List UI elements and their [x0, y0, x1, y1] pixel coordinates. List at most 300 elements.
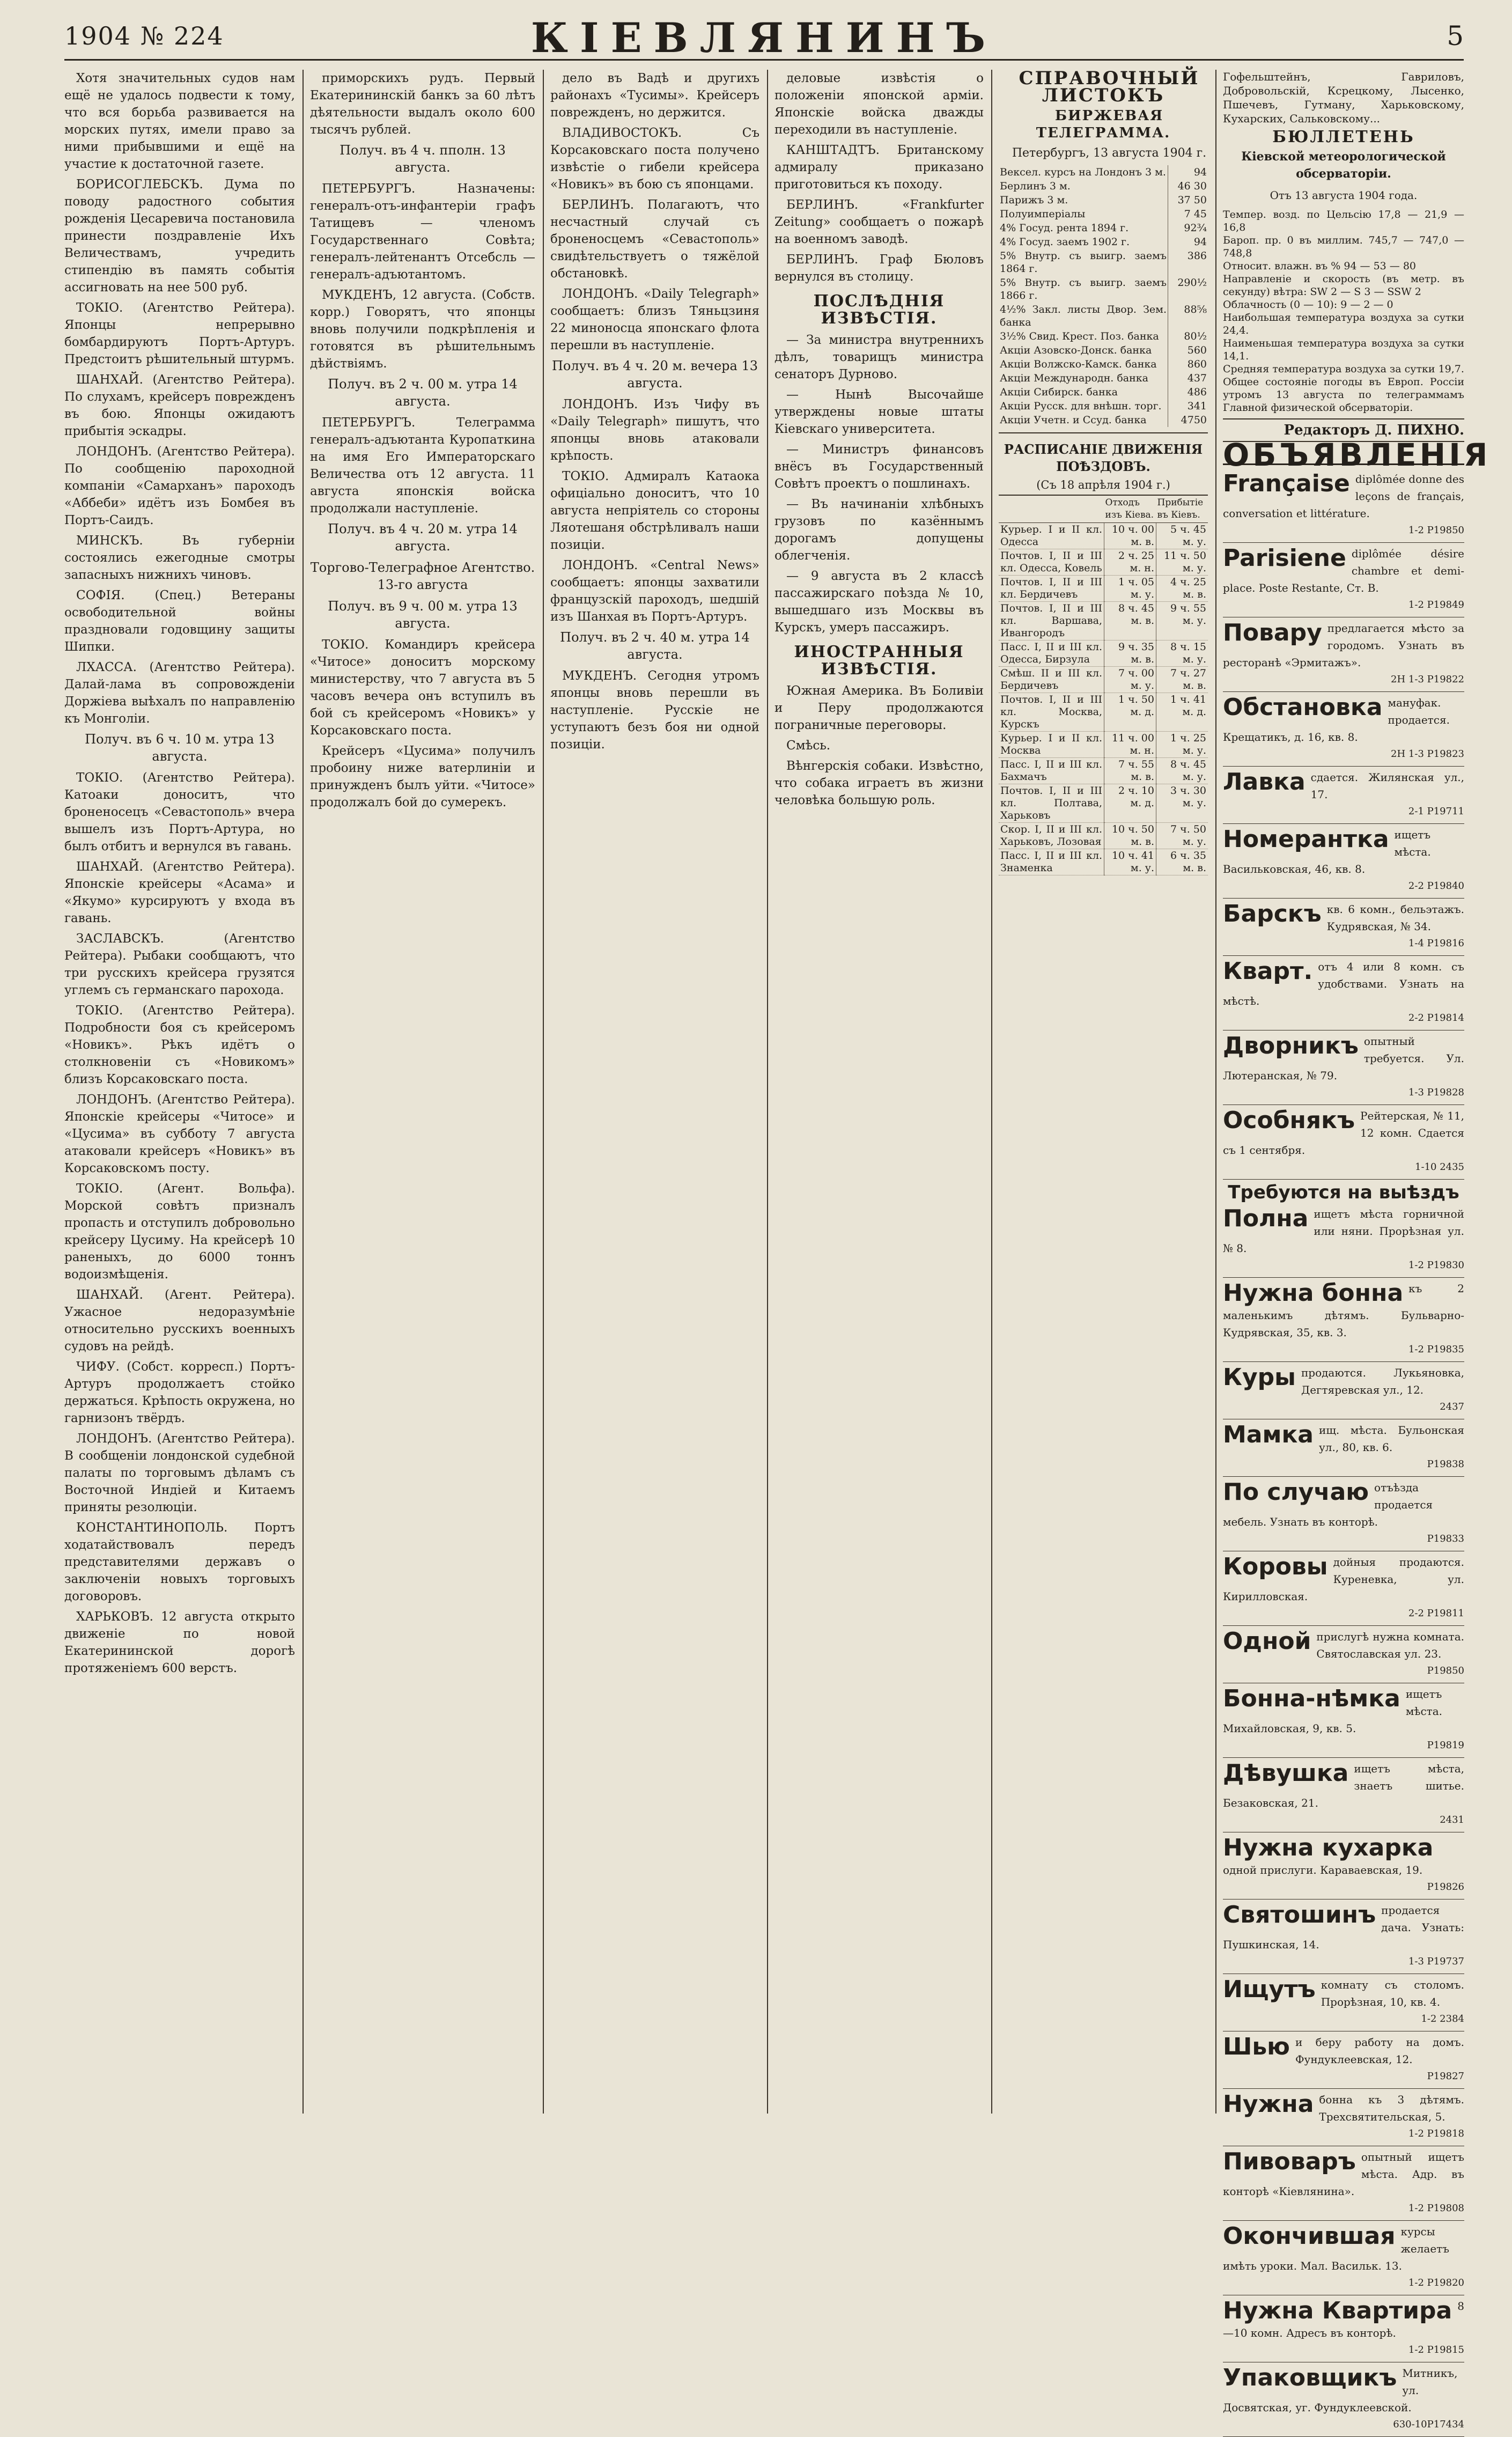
article-paragraph: ПЕТЕРБУРГЪ. Назначены: генералъ-отъ-инфантеріи графъ Татищевъ — членомъ Государственнаго Совѣта; генералъ-лейтенантъ Отсебсль — генералъ-адъютантомъ.: [310, 182, 535, 282]
ad-title: Окончившая: [1223, 2222, 1396, 2250]
divider: [999, 432, 1208, 433]
train-name: Курьер. I и II кл. Москва: [999, 732, 1104, 758]
rate-row: [999, 371, 1208, 385]
ad-reference: P19827: [1427, 2071, 1464, 2082]
column-rule: [543, 70, 544, 2114]
ad-reference: 1-2 P19830: [1408, 1260, 1464, 1271]
ad-body: ищ. мѣста. Бульонская ул., 80, кв. 6.: [1319, 1424, 1464, 1454]
ad-title: Шью: [1223, 2033, 1290, 2060]
ad-reference: 2437: [1440, 1401, 1464, 1412]
section-heading: ПОСЛѢДНІЯ ИЗВѢСТІЯ.: [813, 292, 945, 328]
rate-row: [999, 399, 1208, 413]
bulletin-line: Облачность (0 — 10): 9 — 2 — 0: [1223, 299, 1393, 311]
article-paragraph: ЛОНДОНЪ. «Central News» сообщаетъ: японцы захватили французскій пароходъ, шедшій изъ Шанхая въ Портъ-Артуръ.: [550, 558, 759, 624]
article-paragraph: ТОКІО. (Агентство Рейтера). Подробности боя съ крейсеромъ «Новикъ». Рѣкъ идётъ о столкновеніи съ «Новикомъ» близъ Корсаковскаго поста.: [64, 1004, 295, 1086]
ad-body: сдается. Жилянская ул., 17.: [1310, 771, 1464, 801]
rate-name: 5% Внутр. съ выигр. заемъ 1864 г.: [1000, 250, 1167, 275]
ad-title: Особнякъ: [1223, 1107, 1355, 1134]
classified-ad: [1223, 543, 1464, 617]
ad-reference: 630-10P17434: [1393, 2419, 1464, 2430]
rate-name: Акціи Сибирск. банка: [1000, 386, 1118, 398]
classified-ad: [1223, 899, 1464, 956]
rate-row: [999, 165, 1208, 179]
train-name: Почтов. I, II и III кл. Бердичевъ: [999, 576, 1104, 602]
rate-value: 46 30: [1168, 179, 1208, 193]
classified-ad: [1223, 2221, 1464, 2295]
column-2: [310, 70, 535, 2114]
arrival-time: 7 ч. 27 м. в.: [1156, 667, 1208, 693]
rate-row: [999, 276, 1208, 303]
article-paragraph: Южная Америка. Въ Боливіи и Перу продолжаются пограничные переговоры.: [775, 684, 984, 732]
column-rule: [1215, 70, 1216, 2114]
ad-title: Барскъ: [1223, 900, 1322, 927]
schedule-header-row: [999, 495, 1208, 523]
ad-body: курсы желаетъ имѣть уроки. Мал. Васильк. 13.: [1223, 2225, 1449, 2272]
exchange-telegram-title: БИРЖЕВАЯ ТЕЛЕГРАММА.: [1036, 108, 1171, 141]
rate-row: [999, 329, 1208, 343]
bulletin-line: Бароп. пр. 0 въ миллим. 745,7 — 747,0 — 748,8: [1223, 234, 1464, 259]
ad-reference: 2-1 P19711: [1408, 806, 1464, 817]
issue-number: 1904 № 224: [64, 21, 224, 50]
classified-ad: [1223, 1105, 1464, 1180]
ad-title: Кварт.: [1223, 958, 1313, 985]
schedule-row: [999, 640, 1208, 667]
article-paragraph: Вѣнгерскія собаки. Извѣстно, что собака играетъ въ жизни человѣка большую роль.: [775, 759, 984, 807]
article-paragraph: КОНСТАНТИНОПОЛЬ. Портъ ходатайствовалъ передъ представителями державъ о заключеніи новыхъ торговыхъ договоровъ.: [64, 1521, 295, 1603]
rate-row: [999, 207, 1208, 221]
ads-list: [1223, 468, 1464, 1180]
bulletin-intro: Гофельштейнъ, Гавриловъ, Добровольскій, Ксрецкому, Лысенко, Пшечевъ, Гутману, Харьковскому, Кухарских, Сальковскому...: [1223, 70, 1464, 125]
dispatch-timestamp: Получ. въ 4 ч. пполн. 13 августа.: [340, 143, 506, 175]
train-name: Курьер. I и II кл. Одесса: [999, 523, 1104, 549]
article-paragraph: — Въ начинаніи хлѣбныхъ грузовъ по казённымъ дорогамъ допущены облегченія.: [775, 497, 984, 563]
article-paragraph: ЧИФУ. (Собст. корресп.) Портъ-Артуръ продолжаетъ стойко держаться. Крѣпость окружена, но гарнизонъ твёрдъ.: [64, 1360, 295, 1425]
rate-value: 94: [1168, 165, 1208, 179]
train-name: Почтов. I, II и III кл. Полтава, Харьковъ: [999, 784, 1104, 823]
rate-name: Акціи Международн. банка: [1000, 372, 1148, 384]
departure-time: 10 ч. 41 м. у.: [1104, 849, 1156, 875]
classified-ad: [1223, 692, 1464, 767]
column-1: [64, 70, 295, 2114]
rate-name: 4% Госуд. рента 1894 г.: [1000, 222, 1129, 234]
classified-ad: [1223, 1477, 1464, 1551]
rate-name: Вексел. курсъ на Лондонъ 3 м.: [1000, 166, 1166, 178]
rate-value: 560: [1168, 343, 1208, 357]
rate-value: 486: [1168, 385, 1208, 399]
ad-body: продаются. Лукьяновка, Дегтяревская ул., 12.: [1301, 1366, 1464, 1396]
ad-reference: 1-3 P19828: [1408, 1087, 1464, 1098]
classified-ad: [1223, 2295, 1464, 2362]
departure-time: 8 ч. 45 м. в.: [1104, 602, 1156, 640]
ad-body: ищетъ мѣста, знаетъ шитье. Безаковская, 21.: [1223, 1762, 1464, 1809]
article-paragraph: ШАНХАЙ. (Агент. Рейтера). Ужасное недоразумѣніе относительно русскихъ военныхъ судовъ на рейдѣ.: [64, 1288, 295, 1353]
bulletin-line: Общее состояніе погоды въ Европ. Россіи утромъ 13 августа по телеграммамъ Главной физической обсерваторіи.: [1223, 376, 1464, 414]
rate-row: [999, 303, 1208, 329]
article-paragraph: ПЕТЕРБУРГЪ. Телеграмма генералъ-адъютанта Куропаткина на имя Его Императорскаго Величества отъ 12 августа. 11 августа японскія войска продолжали наступленіе.: [310, 416, 535, 516]
classified-ad: [1223, 1683, 1464, 1758]
ads-heading: ОБЪЯВЛЕНІЯ: [1223, 437, 1491, 473]
ad-body: Митникъ, ул. Досвятская, уг. Фундуклеевской.: [1223, 2367, 1458, 2414]
ad-title: Française: [1223, 470, 1350, 497]
schedule-column-header: [999, 495, 1104, 523]
bulletin-date: Отъ 13 августа 1904 года.: [1270, 189, 1418, 202]
ad-body: комнату съ столомъ. Прорѣзная, 10, кв. 4.: [1321, 1978, 1464, 2008]
section-heading: ИНОСТРАННЫЯ ИЗВѢСТІЯ.: [794, 643, 964, 679]
rate-value: 437: [1168, 371, 1208, 385]
article-paragraph: ЛОНДОНЪ. (Агентство Рейтера). По сообщенію пароходной компаніи «Самарханъ» пароходъ «Аббеби» идётъ изъ Бомбея въ Портъ-Саидъ.: [64, 445, 295, 527]
classified-ad: [1223, 468, 1464, 543]
rate-name: Акціи Учетн. и Ссуд. банка: [1000, 414, 1147, 426]
dispatch-timestamp: Получ. въ 6 ч. 10 м. утра 13 августа.: [85, 732, 275, 764]
ad-title: Нужна: [1223, 2090, 1314, 2118]
wanted-heading: Требуются на выѣздъ: [1228, 1182, 1459, 1203]
article-paragraph: БЕРЛИНЪ. Полагаютъ, что несчастный случай съ броненосцемъ «Севастополь» свидѣтельствуетъ о тяжёлой обстановкѣ.: [550, 198, 759, 281]
schedule-column-header: Прибытіе въ Кіевъ.: [1156, 495, 1208, 523]
editor-line: Редакторъ Д. ПИХНО.: [1223, 418, 1464, 442]
ad-title: Повару: [1223, 619, 1322, 646]
rate-value: 80½: [1168, 329, 1208, 343]
arrival-time: 9 ч. 55 м. у.: [1156, 602, 1208, 640]
ad-reference: 2431: [1440, 1814, 1464, 1825]
schedule-column-header: Отходъ изъ Кіева.: [1104, 495, 1156, 523]
dispatch-timestamp: Торгово-Телеграфное Агентство. 13-го августа: [310, 560, 535, 592]
train-name: Скор. I, II и III кл. Харьковъ, Лозовая: [999, 823, 1104, 849]
article-paragraph: КАНШТАДТЪ. Британскому адмиралу приказано приготовиться къ походу.: [775, 143, 984, 192]
dispatch-timestamp: Получ. въ 2 ч. 40 м. утра 14 августа.: [560, 630, 750, 662]
schedule-row: [999, 849, 1208, 875]
ad-reference: 1-2 P19820: [1408, 2277, 1464, 2288]
schedule-row: [999, 823, 1208, 849]
ad-reference: P19833: [1427, 1533, 1464, 1544]
ad-title: Пивоваръ: [1223, 2148, 1356, 2175]
ad-body: опытный требуется. Ул. Лютеранская, № 79.: [1223, 1035, 1464, 1082]
ad-reference: 1-2 P19818: [1408, 2128, 1464, 2139]
article-paragraph: ЛОНДОНЪ. «Daily Telegraph» сообщаетъ: близъ Тяньцзиня 22 миноносца японскаго флота перешли въ наступленіе.: [550, 287, 759, 352]
arrival-time: 3 ч. 30 м. у.: [1156, 784, 1208, 823]
column-4: [775, 70, 984, 2114]
ad-title: Куры: [1223, 1364, 1296, 1391]
article-paragraph: приморскихъ рудъ. Первый Екатерининскій банкъ за 60 лѣтъ дѣятельности выдалъ около 600 тысячъ рублей.: [310, 71, 535, 137]
classified-ad: [1223, 1832, 1464, 1899]
ad-body: предлагается мѣсто за городомъ. Узнать въ ресторанѣ «Эрмитажъ».: [1223, 622, 1464, 669]
arrival-time: 1 ч. 25 м. у.: [1156, 732, 1208, 758]
train-name: Почтов. I, II и III кл. Варшава, Ивангородъ: [999, 602, 1104, 640]
classified-ad: [1223, 1974, 1464, 2031]
ad-title: Дѣвушка: [1223, 1759, 1349, 1787]
rate-value: 341: [1168, 399, 1208, 413]
rate-row: [999, 193, 1208, 207]
rate-name: Берлинъ 3 м.: [1000, 180, 1071, 192]
rate-row: [999, 413, 1208, 427]
rate-value: 92¾: [1168, 221, 1208, 235]
column-3: [550, 70, 759, 2114]
classified-ad: [1223, 1362, 1464, 1419]
article-paragraph: — 9 августа въ 2 классѣ пассажирскаго поѣзда № 10, вышедшаго изъ Москвы въ Курскъ, умеръ пассажиръ.: [775, 569, 984, 635]
departure-time: 2 ч. 10 м. д.: [1104, 784, 1156, 823]
arrival-time: 5 ч. 45 м. у.: [1156, 523, 1208, 549]
rate-row: [999, 385, 1208, 399]
ad-reference: 2Н 1-3 P19822: [1391, 674, 1464, 685]
departure-time: 1 ч. 05 м. у.: [1104, 576, 1156, 602]
ad-body: дойныя продаются. Куреневка, ул. Кирилловская.: [1223, 1556, 1464, 1603]
ad-body: опытный ищетъ мѣста. Адр. въ конторѣ «Кіевлянина».: [1223, 2151, 1464, 2198]
rate-name: Парижъ 3 м.: [1000, 194, 1068, 206]
article-paragraph: ШАНХАЙ. (Агентство Рейтера). По слухамъ, крейсеръ поврежденъ въ бою. Японцы ожидаютъ прибытія эскадры.: [64, 373, 295, 438]
article-paragraph: ШАНХАЙ. (Агентство Рейтера). Японскіе крейсеры «Асама» и «Якумо» курсируютъ у входа въ гавань.: [64, 860, 295, 925]
article-paragraph: ТОКІО. Адмиралъ Катаока офиціально доноситъ, что 10 августа непріятель со стороны Ляотешаня обстрѣливалъ наши позиціи.: [550, 469, 759, 552]
article-paragraph: Крейсеръ «Цусима» получилъ пробоину ниже ватерлиніи и принужденъ былъ уйти. «Читосе» продолжалъ бой до сумерекъ.: [310, 744, 535, 809]
article-paragraph: БОРИСОГЛЕБСКЪ. Дума по поводу радостного события рожденія Цесаревича постановила принести поздравленіе Ихъ Величествамъ, учредить стипендію въ память событія ассигновать на нее 500 руб.: [64, 178, 295, 294]
ad-body: продается дача. Узнать: Пушкинская, 14.: [1223, 1904, 1464, 1951]
rate-value: 860: [1168, 357, 1208, 371]
ad-body: ищетъ мѣста горничной или няни. Прорѣзная ул. № 8.: [1223, 1208, 1464, 1255]
article-paragraph: — За министра внутреннихъ дѣлъ, товарищъ министра сенаторъ Дурново.: [775, 333, 984, 381]
schedule-row: [999, 602, 1208, 640]
schedule-row: [999, 667, 1208, 693]
arrival-time: 6 ч. 35 м. в.: [1156, 849, 1208, 875]
ad-reference: 2-2 P19814: [1408, 1012, 1464, 1024]
schedule-row: [999, 523, 1208, 549]
rate-name: Акціи Волжско-Камск. банка: [1000, 358, 1157, 370]
arrival-time: 8 ч. 15 м. у.: [1156, 640, 1208, 667]
classified-ad: [1223, 2146, 1464, 2221]
classified-ad: [1223, 1899, 1464, 1974]
train-name: Пасс. I, II и III кл. Знаменка: [999, 849, 1104, 875]
rate-value: 37 50: [1168, 193, 1208, 207]
rate-value: 88⅝: [1168, 303, 1208, 329]
article-paragraph: — Министръ финансовъ внёсъ въ Государственный Совѣтъ проектъ о пошлинахъ.: [775, 443, 984, 491]
article-paragraph: МУКДЕНЪ. Сегодня утромъ японцы вновь перешли въ наступленіе. Русскіе не уступаютъ безъ боя ни одной позиціи.: [550, 669, 759, 752]
classified-ad: [1223, 956, 1464, 1030]
rate-name: Акціи Русск. для внѣшн. торг.: [1000, 400, 1162, 412]
rate-value: 290½: [1168, 276, 1208, 303]
classified-ad: [1223, 617, 1464, 692]
schedule-row: [999, 576, 1208, 602]
rate-row: [999, 235, 1208, 249]
train-name: Почтов. I, II и III кл. Одесса, Ковель: [999, 549, 1104, 576]
article-paragraph: СОФІЯ. (Спец.) Ветераны освободительной войны праздновали годовщину защиты Шипки.: [64, 588, 295, 654]
ad-title: Одной: [1223, 1628, 1311, 1655]
reference-title: СПРАВОЧНЫЙ ЛИСТОКЪ: [1019, 68, 1200, 106]
schedule-subtitle: (Съ 18 апрѣля 1904 г.): [1036, 478, 1170, 491]
ad-body: бонна къ 3 дѣтямъ. Трехсвятительская, 5.: [1319, 2093, 1464, 2123]
arrival-time: 1 ч. 41 м. д.: [1156, 693, 1208, 732]
schedule-row: [999, 758, 1208, 784]
ad-reference: 1-4 P19816: [1408, 938, 1464, 949]
train-schedule-table: [999, 495, 1208, 875]
ad-reference: 2-2 P19840: [1408, 880, 1464, 892]
rate-row: [999, 221, 1208, 235]
ad-title: Мамка: [1223, 1421, 1314, 1448]
ad-title: Номерантка: [1223, 826, 1389, 853]
ad-reference: P19850: [1427, 1665, 1464, 1676]
ad-reference: 1-3 P19737: [1408, 1956, 1464, 1967]
ad-reference: P19819: [1427, 1740, 1464, 1751]
ad-title: По случаю: [1223, 1478, 1369, 1506]
article-paragraph: ТОКІО. (Агентство Рейтера). Японцы непрерывно бомбардируютъ Портъ-Артуръ. Предстоитъ рѣшительный штурмъ.: [64, 301, 295, 366]
classified-ad: [1223, 1626, 1464, 1683]
ad-reference: 1-10 2435: [1415, 1161, 1464, 1173]
rate-value: 7 45: [1168, 207, 1208, 221]
classified-ad: [1223, 2362, 1464, 2437]
train-name: Смѣш. II и III кл. Бердичевъ: [999, 667, 1104, 693]
article-paragraph: деловые извѣстія о положеніи японской арміи. Японскіе войска дважды переходили въ наступленіе.: [775, 71, 984, 137]
schedule-row: [999, 784, 1208, 823]
classified-ad: [1223, 1278, 1464, 1362]
rate-row: [999, 343, 1208, 357]
schedule-row: [999, 549, 1208, 576]
departure-time: 10 ч. 00 м. в.: [1104, 523, 1156, 549]
article-paragraph: ТОКІО. (Агент. Вольфа). Морской совѣтъ призналъ пропасть и отступилъ добровольно крейсеру Цусиму. На крейсерѣ 10 раненыхъ, до 6000 тоннъ водоизмѣщенія.: [64, 1182, 295, 1282]
ad-title: Нужна Квартира: [1223, 2297, 1452, 2324]
ad-body: Рейтерская, № 11, 12 комн. Сдается съ 1 сентября.: [1223, 1109, 1464, 1157]
bulletin-title: БЮЛЛЕТЕНЬ: [1272, 128, 1415, 146]
rate-value: 386: [1168, 249, 1208, 276]
departure-time: 9 ч. 35 м. в.: [1104, 640, 1156, 667]
article-paragraph: МИНСКЪ. Въ губерніи состоялись ежегодные смотры запасныхъ нижнихъ чиновъ.: [64, 534, 295, 582]
ad-title: Parisiene: [1223, 544, 1346, 572]
ad-title: Нужна кухарка: [1223, 1834, 1434, 1861]
arrival-time: 4 ч. 25 м. в.: [1156, 576, 1208, 602]
rate-name: Акціи Азовско-Донск. банка: [1000, 344, 1152, 356]
classified-ad: [1223, 2031, 1464, 2089]
ad-title: Дворникъ: [1223, 1032, 1359, 1059]
rate-row: [999, 179, 1208, 193]
dispatch-timestamp: Получ. въ 2 ч. 00 м. утра 14 августа.: [328, 377, 518, 409]
rate-row: [999, 357, 1208, 371]
dispatch-timestamp: Получ. въ 4 ч. 20 м. вечера 13 августа.: [551, 358, 758, 391]
ad-body: отъѣзда продается мебель. Узнать въ конторѣ.: [1223, 1481, 1433, 1528]
ad-title: Полна: [1223, 1205, 1309, 1232]
departure-time: 2 ч. 25 м. н.: [1104, 549, 1156, 576]
article-paragraph: — Нынѣ Высочайше утверждены новые штаты Кіевскаго университета.: [775, 388, 984, 436]
bulletin-line: Средняя температура воздуха за сутки 19,7.: [1223, 363, 1464, 375]
rate-value: 94: [1168, 235, 1208, 249]
classified-ad: [1223, 1419, 1464, 1477]
article-paragraph: ЛОНДОНЪ. Изъ Чифу въ «Daily Telegraph» пишутъ, что японцы вновь атаковали крѣпость.: [550, 397, 759, 463]
bulletin-line: Относит. влажн. въ % 94 — 53 — 80: [1223, 260, 1417, 272]
rate-name: 5% Внутр. съ выигр. заемъ 1866 г.: [1000, 277, 1167, 301]
ad-title: Коровы: [1223, 1553, 1328, 1580]
ad-title: Ищутъ: [1223, 1976, 1316, 2003]
article-paragraph: ЗАСЛАВСКЪ. (Агентство Рейтера). Рыбаки сообщаютъ, что три русскихъ крейсера грузятся углемъ съ германскаго парохода.: [64, 932, 295, 997]
ad-title: Святошинъ: [1223, 1901, 1376, 1928]
dispatch-timestamp: Получ. въ 4 ч. 20 м. утра 14 августа.: [328, 521, 518, 554]
ad-reference: 2-2 P19811: [1408, 1608, 1464, 1619]
departure-time: 11 ч. 00 м. н.: [1104, 732, 1156, 758]
exchange-rates-table: [999, 165, 1208, 427]
classified-ad: [1223, 824, 1464, 899]
bulletin-line: Наибольшая температура воздуха за сутки 24,4.: [1223, 312, 1464, 336]
ad-body: 8—10 комн. Адресъ въ конторѣ.: [1223, 2300, 1464, 2339]
ad-reference: P19838: [1427, 1459, 1464, 1470]
departure-time: 7 ч. 00 м. у.: [1104, 667, 1156, 693]
ad-title: Обстановка: [1223, 694, 1383, 721]
article-paragraph: дело въ Вадѣ и другихъ районахъ «Тусимы». Крейсеръ поврежденъ, но держится.: [550, 71, 759, 120]
schedule-row: [999, 693, 1208, 732]
bulletin-subtitle: Кіевской метеорологической обсерваторіи.: [1241, 150, 1446, 181]
ad-body: ищетъ мѣста. Михайловская, 9, кв. 5.: [1223, 1688, 1442, 1735]
page-header: [64, 11, 1464, 61]
ad-title: Лавка: [1223, 768, 1306, 796]
bulletin-line: Темпер. возд. по Цельсію 17,8 — 21,9 — 16,8: [1223, 209, 1464, 233]
departure-time: 1 ч. 50 м. д.: [1104, 693, 1156, 732]
bulletin-line: Наименьшая температура воздуха за сутки 14,1.: [1223, 337, 1464, 362]
classified-ad: [1223, 1203, 1464, 1278]
ad-body: diplômée donne des leçons de français, conversation et littérature.: [1223, 473, 1464, 520]
train-name: Почтов. I, II и III кл. Москва, Курскъ: [999, 693, 1104, 732]
article-paragraph: ТОКІО. (Агентство Рейтера). Катоаки доноситъ, что броненосецъ «Севастополь» вчера вышелъ изъ Портъ-Артура, но былъ отбитъ и вернулся въ гавань.: [64, 771, 295, 853]
train-name: Пасс. I, II и III кл. Одесса, Бирзула: [999, 640, 1104, 667]
ad-body: кв. 6 комн., бельэтажъ. Кудрявская, № 34.: [1326, 903, 1464, 933]
schedule-title: РАСПИСАНІЕ ДВИЖЕНІЯ ПОѢЗДОВЪ.: [1004, 441, 1203, 474]
article-paragraph: Хотя значительных судов нам ещё не удалось подвести к тому, что вся борьба развивается на морских путях, имели право за ними прибывшими и ещё на участие к достаточной газете.: [64, 71, 295, 171]
arrival-time: 7 ч. 50 м. у.: [1156, 823, 1208, 849]
ad-body: мануфак. продается. Крещатикъ, д. 16, кв. 8.: [1223, 696, 1450, 743]
ad-reference: 1-2 P19850: [1408, 525, 1464, 536]
ad-body: и беру работу на домъ. Фундуклеевская, 12.: [1295, 2036, 1464, 2066]
reference-column: [999, 70, 1208, 2114]
column-rule: [303, 70, 304, 2114]
article-paragraph: ВЛАДИВОСТОКЪ. Съ Корсаковскаго поста получено извѣстіе о гибели крейсера «Новикъ» въ бою съ японцами.: [550, 126, 759, 192]
dispatch-timestamp: Получ. въ 9 ч. 00 м. утра 13 августа.: [328, 599, 518, 631]
rate-name: 4% Госуд. заемъ 1902 г.: [1000, 236, 1130, 248]
departure-time: 10 ч. 50 м. в.: [1104, 823, 1156, 849]
article-paragraph: ЛХАССА. (Агентство Рейтера). Далай-лама въ сопровожденіи Доржіева выѣхалъ по направленію къ Монголіи.: [64, 660, 295, 726]
newspaper-title: КІЕВЛЯНИНЪ: [530, 14, 998, 62]
article-paragraph: Смѣсь.: [786, 739, 831, 753]
column-rule: [767, 70, 768, 2114]
exchange-date: Петербургъ, 13 августа 1904 г.: [1012, 146, 1207, 160]
rate-name: 4½% Закл. листы Двор. Зем. банка: [1000, 304, 1167, 328]
rate-name: 3½% Свид. Крест. Поз. банка: [1000, 330, 1159, 342]
ad-title: Упаковщикъ: [1223, 2364, 1397, 2391]
bulletin-body: [1223, 208, 1464, 414]
departure-time: 7 ч. 55 м. в.: [1104, 758, 1156, 784]
ad-reference: 1-2 P19815: [1408, 2344, 1464, 2355]
column-rule: [991, 70, 992, 2114]
ad-reference: 2Н 1-3 P19823: [1391, 748, 1464, 760]
classified-ad: [1223, 2089, 1464, 2146]
ad-reference: 1-2 2384: [1421, 2013, 1464, 2024]
ads-column: [1223, 70, 1491, 2430]
schedule-row: [999, 732, 1208, 758]
arrival-time: 11 ч. 50 м. у.: [1156, 549, 1208, 576]
classified-ad: [1223, 767, 1464, 824]
train-name: Пасс. I, II и III кл. Бахмачъ: [999, 758, 1104, 784]
ad-body: ищетъ мѣста. Васильковская, 46, кв. 8.: [1223, 828, 1431, 875]
ad-reference: 1-2 P19835: [1408, 1344, 1464, 1355]
page-number: 5: [1447, 20, 1464, 51]
article-paragraph: БЕРЛИНЪ. «Frankfurter Zeitung» сообщаетъ о пожарѣ на военномъ заводѣ.: [775, 198, 984, 246]
bulletin-line: Направленіе и скорость (въ метр. въ секунду) вѣтра: SW 2 — S 3 — SSW 2: [1223, 273, 1464, 298]
ad-reference: 1-2 P19808: [1408, 2203, 1464, 2214]
classified-ad: [1223, 1030, 1464, 1105]
ads-list-2: [1223, 1203, 1464, 2437]
rate-row: [999, 249, 1208, 276]
ad-title: Бонна-нѣмка: [1223, 1685, 1400, 1712]
ad-reference: 1-2 P19849: [1408, 599, 1464, 610]
ad-body: прислугѣ нужна комната. Святославская ул. 23.: [1316, 1630, 1464, 1660]
ad-body: къ 2 маленькимъ дѣтямъ. Бульварно-Кудрявская, 35, кв. 3.: [1223, 1282, 1464, 1339]
ad-title: Нужна бонна: [1223, 1279, 1404, 1307]
rate-name: Полуимперіалы: [1000, 208, 1086, 220]
arrival-time: 8 ч. 45 м. у.: [1156, 758, 1208, 784]
ad-body: одной прислуги. Караваевская, 19.: [1223, 1864, 1423, 1876]
ad-body: отъ 4 или 8 комн. съ удобствами. Узнать на мѣстѣ.: [1223, 960, 1464, 1007]
ad-reference: P19826: [1427, 1881, 1464, 1893]
rate-value: 4750: [1168, 413, 1208, 427]
